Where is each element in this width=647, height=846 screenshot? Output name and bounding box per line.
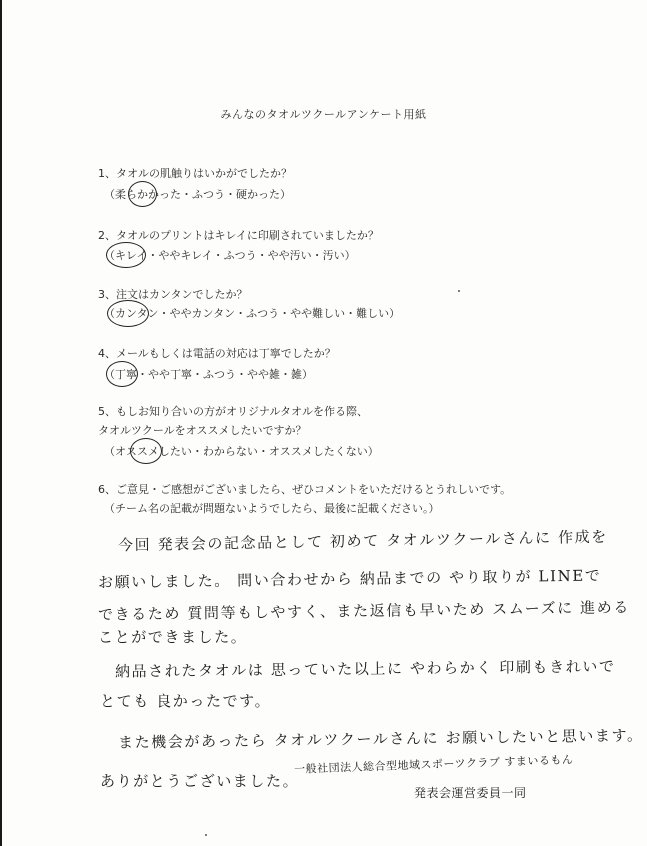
question-1: 1、タオルの肌触りはいかがでしたか？ [98, 167, 292, 180]
page-title: みんなのタオルツクールアンケート用紙 [220, 108, 427, 121]
question-6: 6、ご意見・ご感想がございましたら、ぜひコメントをいただけるとうれしいです。 [98, 483, 512, 496]
question-5-options: （オススメしたい・わからない・オススメしたくない） [104, 445, 379, 458]
comment-line-4: ことができました。 [98, 628, 248, 646]
stray-mark [458, 290, 460, 292]
question-6-options: （チーム名の記載が問題ないようでしたら、最後に記載ください。） [104, 502, 440, 515]
comment-line-3: できるため 質問等もしやすく、また返信も早いため スムーズに 進める [97, 598, 631, 624]
answer-circle-4 [106, 361, 138, 387]
scan-edge [0, 0, 2, 846]
question-4-options: （丁寧・やや丁寧・ふつう・やや雑・雑） [104, 368, 313, 381]
question-3-options: （カンタン・ややカンタン・ふつう・やや難しい・難しい） [104, 307, 401, 320]
question-2-options: （キレイ・ややキレイ・ふつう・やや汚い・汚い） [104, 249, 356, 262]
question-3: 3、注文はカンタンでしたか？ [98, 288, 248, 301]
answer-circle-2 [106, 242, 146, 268]
signature-org: 一般社団法人総合型地域スポーツクラブ すまいるもん [293, 753, 574, 776]
question-5-line2: タオルツクールをオススメしたいですか？ [98, 424, 307, 437]
question-1-options: （柔らかかった・ふつう・硬かった） [104, 188, 291, 201]
question-4: 4、メールもしくは電話の対応は丁寧でしたか？ [98, 347, 336, 360]
answer-circle-3 [107, 300, 149, 327]
comment-line-7: また機会があったら タオルツクールさんに お願いしたいと思います。 [117, 726, 644, 752]
comment-line-2: お願いしました。 問い合わせから 納品までの やり取りが LINEで [97, 566, 602, 592]
comment-line-5: 納品されたタオルは 思っていた以上に やわらかく 印刷もきれいで [114, 657, 616, 681]
comment-line-1: 今回 発表会の記念品として 初めて タオルツクールさんに 作成を [117, 527, 608, 555]
question-5: 5、もしお知り合いの方がオリジナルタオルを作る際、 [98, 405, 369, 418]
comment-line-6: とても 良かったです。 [100, 692, 272, 710]
answer-circle-5 [130, 438, 162, 464]
stray-mark-bottom [205, 834, 207, 836]
answer-circle-1 [128, 181, 157, 207]
question-2: 2、タオルのプリントはキレイに印刷されていましたか？ [98, 229, 379, 242]
signature-group: 発表会運営委員一同 [414, 786, 527, 800]
comment-line-8: ありがとうございました。 [100, 772, 300, 790]
